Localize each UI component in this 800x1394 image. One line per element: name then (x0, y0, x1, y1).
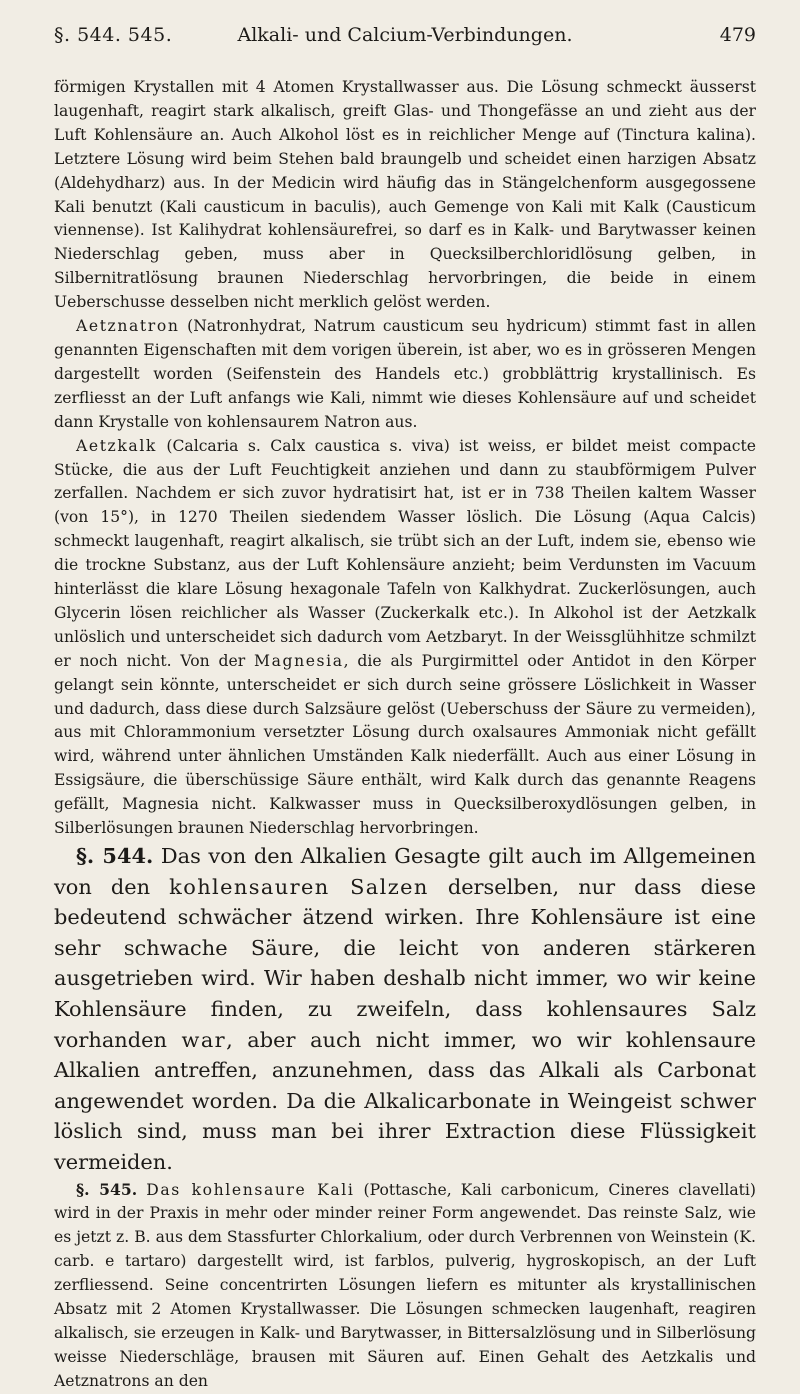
running-header (54, 14, 756, 54)
page-number: 479 (719, 24, 756, 46)
page-body (54, 76, 756, 1394)
paragraph-kali-continued: förmigen Krystallen mit 4 Atomen Krystallwasser aus. Die Lösung schmeckt äusserst laugenhaft, reagirt stark alkalisch, greift Glas- und Thongefässe an und zieht aus der Luft Kohlensäure an. Auch Alkohol löst es in reichlicher Menge auf (Tinctura kalina). Letztere Lösung wird beim Stehen bald braungelb und scheidet einen harzigen Absatz (Aldehydharz) aus. In der Medicin wird häufig das in Stängelchenform ausgegossene Kali benutzt (Kali causticum in baculis), auch Gemenge von Kali mit Kalk (Causticum viennense). Ist Kalihydrat kohlensäurefrei, so darf es in Kalk- und Barytwasser keinen Niederschlag geben, muss aber in Quecksilberchloridlösung gelben, in Silbernitratlösung braunen Niederschlag hervorbringen, die beide in einem Ueberschusse desselben nicht merklich gelöst werden. (54, 78, 756, 312)
term-aetzkalk: Aetzkalk (76, 436, 157, 455)
section-545-number: §. 545. (76, 1179, 138, 1199)
term-kohlensaure-kali: Das kohlensaure Kali (146, 1180, 355, 1199)
paragraph-aetzkalk: Aetzkalk (Calcaria s. Calx caustica s. viva) ist weiss, er bildet meist compacte Stücke, die aus der Luft Feuchtigkeit anziehen und dann zu staubförmigem Pulver zerfallen. Nachdem er sich zuvor hydratisirt hat, ist er in 738 Theilen kaltem Wasser (von 15°), in 1270 Theilen siedendem Wasser löslich. Die Lösung (Aqua Calcis) schmeckt laugenhaft, reagirt alkalisch, sie trübt sich an der Luft, indem sie, ebenso wie die trockne Substanz, aus der Luft Kohlensäure anzieht; beim Verdunsten im Vacuum hinterlässt die klare Lösung hexagonale Tafeln von Kalkhydrat. Zuckerlösungen, auch Glycerin lösen reichlicher als Wasser (Zuckerkalk etc.). In Alkohol ist der Aetzkalk unlöslich und unterscheidet sich dadurch vom Aetzbaryt. In der Weissglühhitze schmilzt er noch nicht. Von der Magnesia, die als Purgirmittel oder Antidot in den Körper gelangt sein könnte, unterscheidet er sich durch seine grössere Löslichkeit in Wasser und dadurch, dass diese durch Salzsäure gelöst (Ueberschuss der Säure zu vermeiden), aus mit Chlorammonium versetzter Lösung durch oxalsaures Ammoniak nicht gefällt wird, während unter ähnlichen Umständen Kalk niederfällt. Auch aus einer Lösung in Essigsäure, die überschüssige Säure enthält, wird Kalk durch das genannte Reagens gefällt, Magnesia nicht. Kalkwasser muss in Quecksilberoxydlösungen gelben, in Silberlösungen braunen Niederschlag hervorbringen. (54, 436, 756, 838)
header-section-numbers: §. 544. 545. (54, 24, 173, 46)
term-war: war (181, 1027, 227, 1052)
term-aetznatron: Aetznatron (76, 317, 180, 336)
section-544-number: §. 544. (76, 843, 154, 868)
paragraph-aetznatron: Aetznatron (Natronhydrat, Natrum causticum seu hydricum) stimmt fast in allen genannten Eigenschaften mit dem vorigen überein, ist aber, wo es in grösseren Mengen dargestellt worden (Seifenstein des Handels etc.) grobblättrig krystallinisch. Es zerfliesst an der Luft anfangs wie Kali, nimmt wie dieses Kohlensäure auf und scheidet dann Krystalle von kohlensaurem Natron aus. (54, 317, 756, 431)
section-545: §. 545. Das kohlensaure Kali (Pottasche, Kali carbonicum, Cineres clavellati) wird in der Praxis in mehr oder minder reiner Form angewendet. Das reinste Salz, wie es jetzt z. B. aus dem Stassfurter Chlorkalium, oder durch Verbrennen von Weinstein (K. carb. e tartaro) dargestellt wird, ist farblos, pulverig, hygroskopisch, an der Luft zerfliessend. Seine concentrirten Lösungen liefern es mitunter als krystallinischen Absatz mit 2 Atomen Krystallwasser. Die Lösungen schmecken laugenhaft, reagiren alkalisch, sie erzeugen in Kalk- und Barytwasser, in Bittersalzlösung und in Silberlösung weisse Niederschläge, brausen mit Säuren auf. Einen Gehalt des Aetzkalis und Aetznatrons an den (54, 1179, 756, 1390)
header-title: Alkali- und Calcium-Verbindungen. (237, 24, 573, 46)
term-magnesia: Magnesia (254, 651, 344, 670)
term-kohlensauren-salzen: kohlensauren Salzen (169, 874, 429, 899)
section-544: §. 544. Das von den Alkalien Gesagte gilt auch im Allgemeinen von den kohlensauren Salzen derselben, nur dass diese bedeutend schwächer ätzend wirken. Ihre Kohlensäure ist eine sehr schwache Säure, die leicht von anderen stärkeren ausgetrieben wird. Wir haben deshalb nicht immer, wo wir keine Kohlensäure finden, zu zweifeln, dass kohlensaures Salz vorhanden war, aber auch nicht immer, wo wir kohlensaure Alkalien antreffen, anzunehmen, dass das Alkali als Carbonat angewendet worden. Da die Alkalicarbonate in Weingeist schwer löslich sind, muss man bei ihrer Extraction diese Flüssigkeit vermeiden. (54, 843, 757, 1174)
